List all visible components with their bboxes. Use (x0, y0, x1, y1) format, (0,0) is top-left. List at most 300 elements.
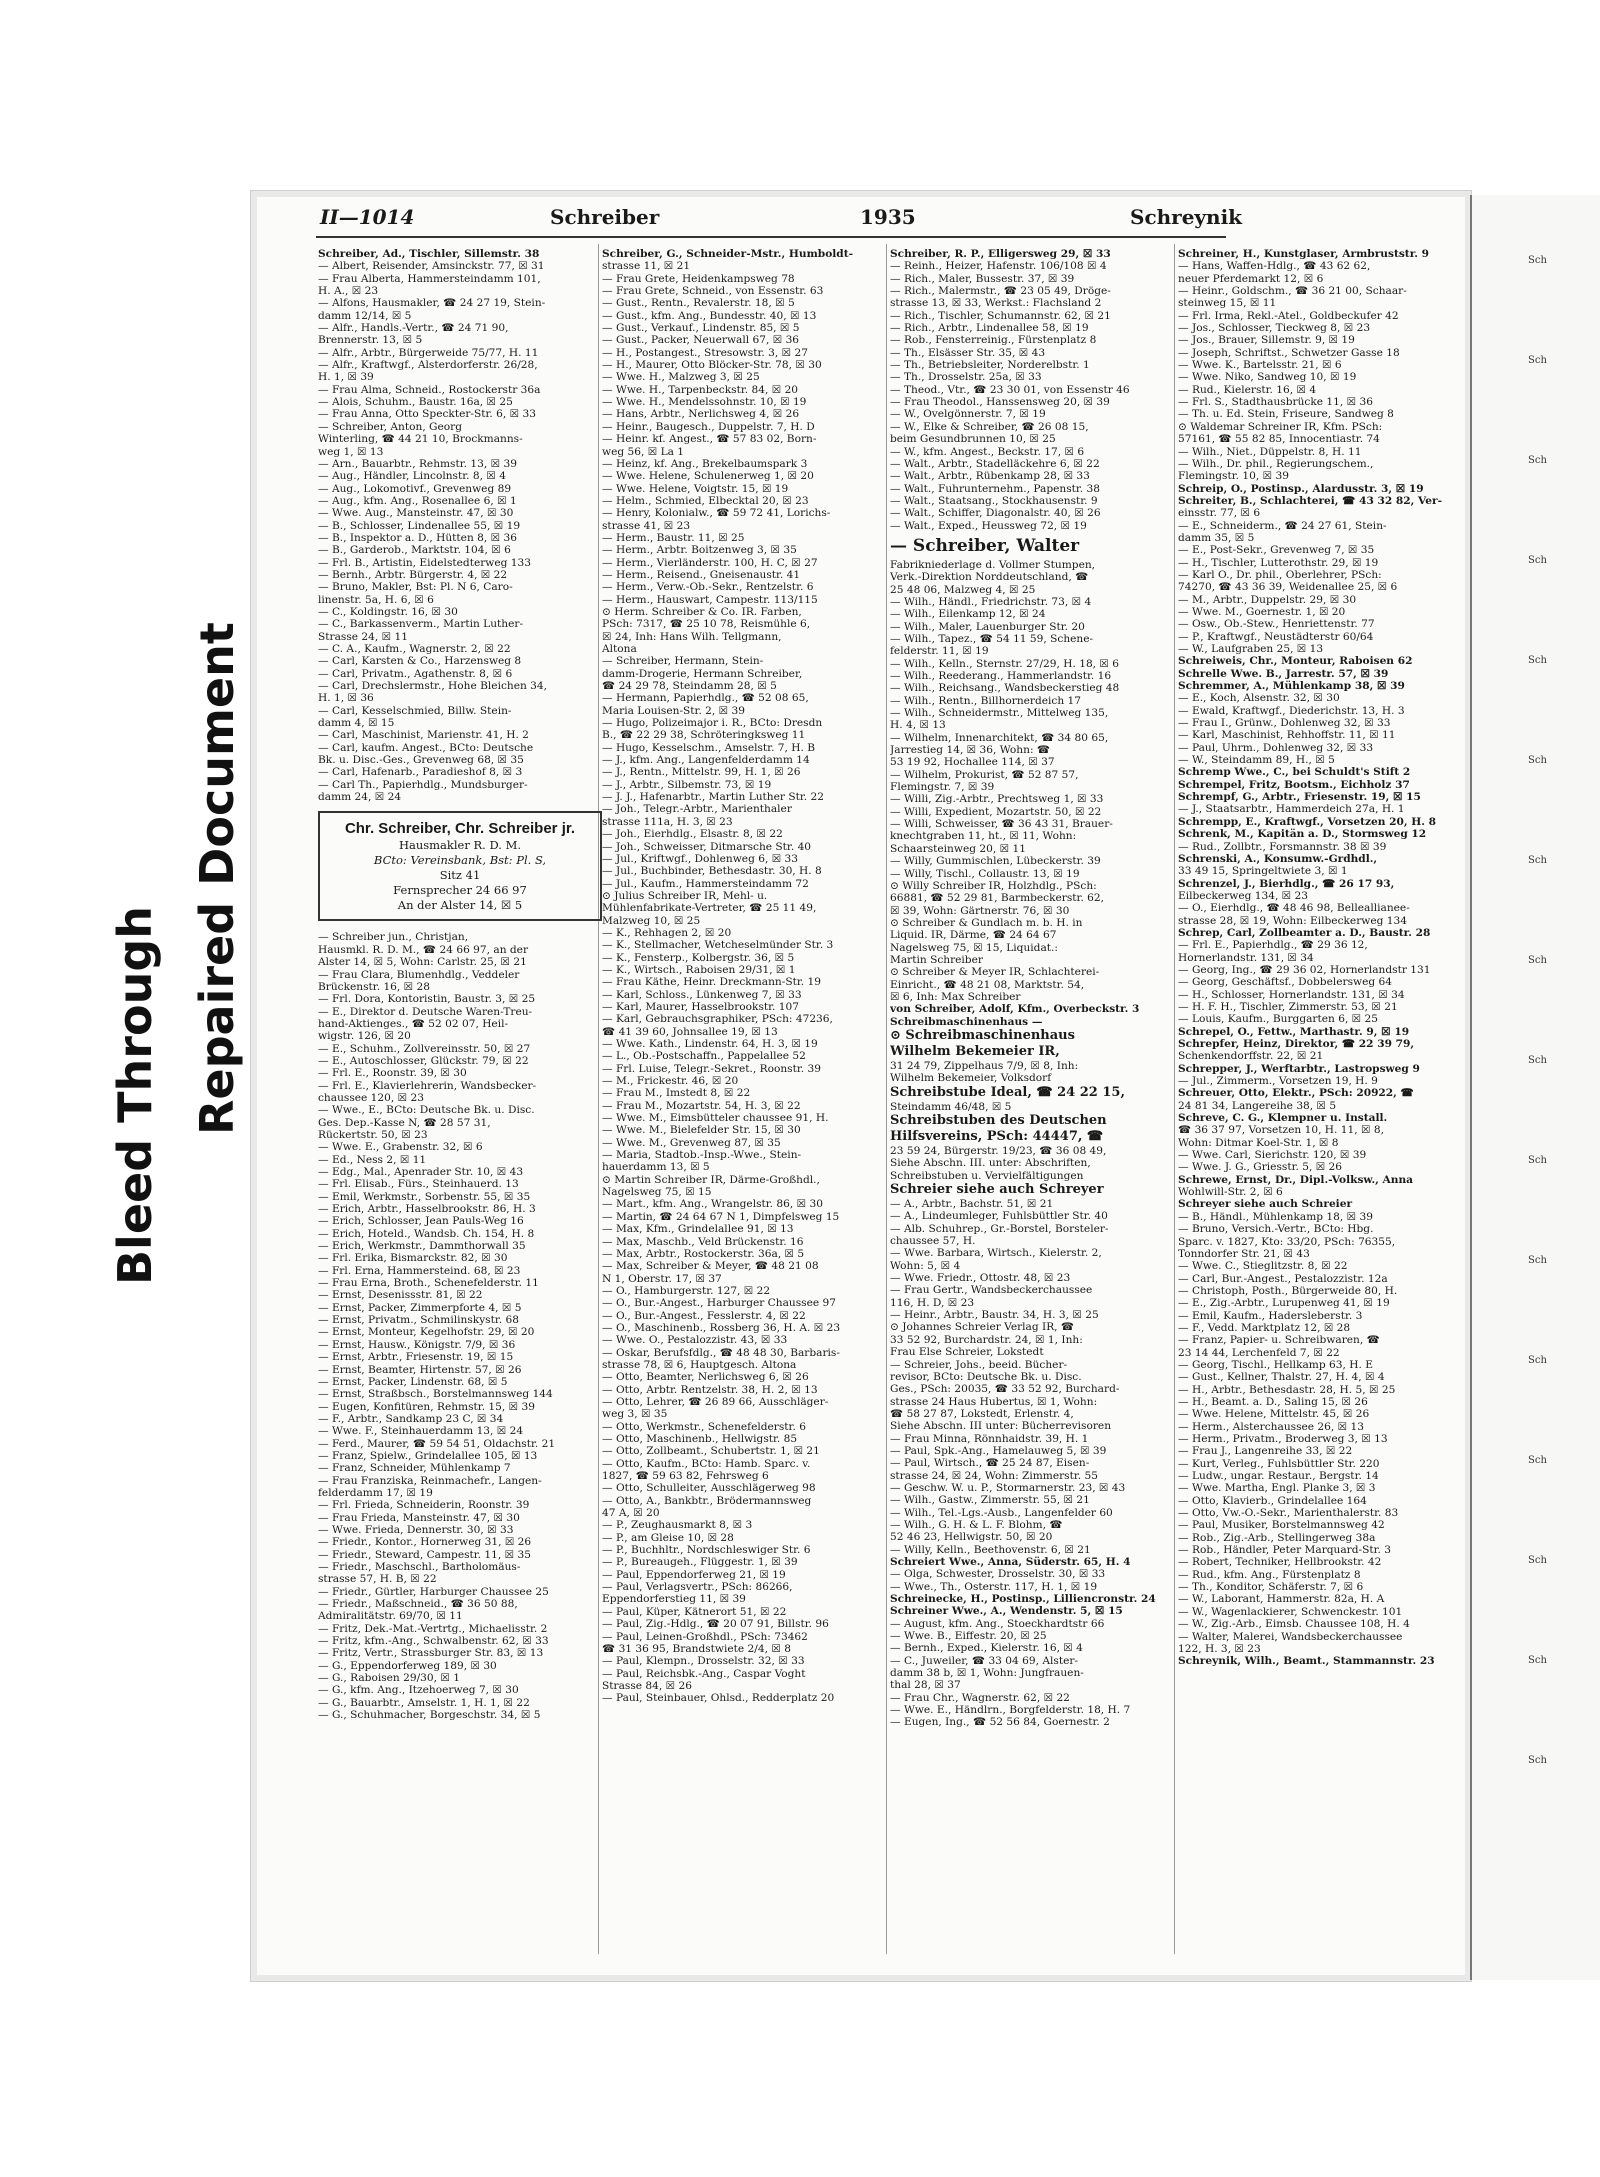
directory-entry: felderstr. 11, ☒ 19 (890, 645, 989, 658)
directory-entry: — A., Lindeumleger, Fuhlsbüttler Str. 40 (890, 1210, 1108, 1223)
directory-entry: ⊙ Schreiber & Gundlach m. b. H. in (890, 916, 1083, 929)
directory-entry: — Frau Anna, Otto Speckter-Str. 6, ☒ 33 (318, 408, 536, 421)
directory-entry: — Herm., Hauswart, Campestr. 113/115 (602, 593, 818, 606)
directory-entry: — H., Schlosser, Hornerlandstr. 131, ☒ 34 (1178, 988, 1405, 1001)
directory-entry: — Carl, Karsten & Co., Harzensweg 8 (318, 655, 522, 668)
directory-entry: — Carl Th., Papierhdlg., Mundsburger- (318, 778, 528, 791)
directory-entry: — Ernst, Straßbsch., Borstelmannsweg 144 (318, 1388, 553, 1401)
directory-entry: ⊙ Waldemar Schreiner IR, Kfm. PSch: (1178, 420, 1383, 433)
directory-entry: — Frl. Luise, Telegr.-Sekret., Roonstr. 39 (602, 1062, 821, 1075)
side-note-bleed-through: Bleed Through (108, 905, 162, 1285)
directory-entry: Ges. Dep.-Kasse N, ☎ 28 57 31, (318, 1116, 491, 1129)
advertisement-box (318, 811, 602, 921)
directory-entry: 74270, ☎ 43 36 39, Weidenallee 25, ☒ 6 (1178, 581, 1398, 594)
directory-entry: Frau Else Schreier, Lokstedt (890, 1346, 1044, 1359)
directory-entry: — Wwe. E., Händlrn., Borgfelderstr. 18, H. 7 (890, 1704, 1131, 1717)
directory-entry: — Frl. E., Roonstr. 39, ☒ 30 (318, 1067, 467, 1080)
directory-entry: Schenkendorffstr. 22, ☒ 21 (1178, 1050, 1324, 1063)
directory-entry: — M., Frickestr. 46, ☒ 20 (602, 1075, 739, 1088)
directory-entry: Nagelsweg 75, ☒ 15, Liquidat.: (890, 941, 1058, 954)
directory-entry: Brennerstr. 13, ☒ 5 (318, 334, 423, 347)
directory-entry: Rückertstr. 50, ☒ 23 (318, 1128, 428, 1141)
directory-entry: — Henry, Kolonialw., ☎ 59 72 41, Lorichs- (602, 507, 831, 520)
directory-entry: — Rich., Malermstr., ☎ 23 05 49, Dröge- (890, 285, 1111, 298)
directory-entry: — Otto, Kaufm., BCto: Hamb. Sparc. v. (602, 1457, 811, 1470)
directory-entry: — B., Inspektor a. D., Hütten 8, ☒ 36 (318, 531, 517, 544)
directory-entry: — Arn., Bauarbtr., Rehmstr. 13, ☒ 39 (318, 457, 517, 470)
directory-entry: Schreiweis, Chr., Monteur, Raboisen 62 (1178, 655, 1413, 668)
directory-entry: ☎ 24 29 78, Steindamm 28, ☒ 5 (602, 680, 777, 693)
directory-entry: — Wwe. M., Grevenweg 87, ☒ 35 (602, 1136, 781, 1149)
directory-entry: — Friedr., Maßschneid., ☎ 36 50 88, (318, 1598, 518, 1611)
header-year: 1935 (860, 205, 916, 229)
directory-entry: — Bernh., Exped., Kielerstr. 16, ☒ 4 (890, 1642, 1083, 1655)
directory-entry: strasse 41, ☒ 23 (602, 519, 691, 532)
directory-entry: — Gust., Rentn., Revalerstr. 18, ☒ 5 (602, 297, 795, 310)
directory-entry: Alster 14, ☒ 5, Wohn: Carlstr. 25, ☒ 21 (318, 956, 527, 969)
directory-entry: N 1, Oberstr. 17, ☒ 37 (602, 1272, 722, 1285)
directory-entry: Schreiber, Ad., Tischler, Sillemstr. 38 (318, 248, 540, 260)
directory-entry: — E., Post-Sekr., Grevenweg 7, ☒ 35 (1178, 544, 1375, 557)
directory-entry: ☎ 36 37 97, Vorsetzen 10, H. 11, ☒ 8, (1178, 1124, 1384, 1137)
directory-entry: — Aug., kfm. Ang., Rosenallee 6, ☒ 1 (318, 494, 517, 507)
directory-entry: — Alfons, Hausmakler, ☎ 24 27 19, Stein- (318, 297, 546, 310)
directory-entry: — Ludw., ungar. Restaur., Bergstr. 14 (1178, 1470, 1379, 1483)
directory-entry: — E., Schuhm., Zollvereinsstr. 50, ☒ 27 (318, 1042, 531, 1055)
directory-entry: Hilfsvereins, PSch: 44447, ☎ (890, 1129, 1104, 1144)
directory-entry: Schreiber, R. P., Elligersweg 29, ☒ 33 (890, 248, 1111, 260)
directory-entry: — Otto, Lehrer, ☎ 26 89 66, Ausschläger- (602, 1395, 829, 1408)
directory-entry: — Jul., Kriftwgf., Dohlenweg 6, ☒ 33 (602, 852, 799, 865)
directory-entry: — Frau Theodol., Hanssensweg 20, ☒ 39 (890, 396, 1110, 409)
directory-entry: — P., Kraftwgf., Neustädterstr 60/64 (1178, 630, 1374, 643)
directory-entry: — Walt., Schiffer, Diagonalstr. 40, ☒ 26 (890, 507, 1101, 520)
directory-entry: — Wwe. O., Pestalozzistr. 43, ☒ 33 (602, 1334, 788, 1347)
directory-entry: Schrenski, A., Konsumw.-Grdhdl., (1178, 852, 1378, 865)
directory-column-1 (318, 248, 608, 1721)
directory-entry: — Frau Clara, Blumenhdlg., Veddeler (318, 968, 520, 981)
directory-entry: — Paul, Steinbauer, Ohlsd., Redderplatz 20 (602, 1692, 835, 1705)
directory-entry: — Bruno, Makler, Bst: Pl. N 6, Caro- (318, 581, 513, 594)
directory-entry: ☎ 31 36 95, Brandstwiete 2/4, ☒ 8 (602, 1642, 791, 1655)
directory-entry: Hausmkl. R. D. M., ☎ 24 66 97, an der (318, 943, 529, 956)
directory-entry: — Wwe. H., Malzweg 3, ☒ 25 (602, 371, 760, 384)
directory-entry: damm 38 b, ☒ 1, Wohn: Jungfrauen- (890, 1667, 1084, 1680)
directory-entry: — Wilhelm, Innenarchitekt, ☎ 34 80 65, (890, 731, 1109, 744)
directory-entry: — Friedr., Maschschl., Bartholomäus- (318, 1561, 521, 1573)
directory-entry: — H., Maurer, Otto Blöcker-Str. 78, ☒ 30 (602, 359, 822, 372)
directory-entry: — Willi, Expedient, Mozartstr. 50, ☒ 22 (890, 805, 1102, 818)
directory-entry: Brückenstr. 16, ☒ 28 (318, 980, 431, 993)
directory-entry: Sparc. v. 1827, Kto: 33/20, PSch: 76355, (1178, 1235, 1396, 1248)
directory-entry: Schreyer siehe auch Schreier (1178, 1198, 1353, 1211)
directory-entry: — Hugo, Kesselschm., Amselstr. 7, H. B (602, 741, 816, 754)
directory-entry: — Hermann, Papierhdlg., ☎ 52 08 65, (602, 692, 809, 705)
directory-entry: — Rob., Zig.-Arb., Stellingerweg 38a (1178, 1531, 1376, 1544)
directory-entry: — Wilh., Tapez., ☎ 54 11 59, Schene- (890, 632, 1094, 645)
directory-entry: Schreibmaschinenhaus — (890, 1015, 1043, 1028)
directory-entry: — Frau Grete, Heidenkampsweg 78 (602, 272, 795, 285)
directory-entry: — B., Händl., Mühlenkamp 18, ☒ 39 (1178, 1210, 1373, 1223)
directory-entry: — Frau Alma, Schneid., Rostockerstr 36a (318, 383, 541, 396)
directory-entry: — Alfr., Kraftwgf., Alsterdorferstr. 26/28, (318, 359, 538, 372)
directory-entry: Admiralitätstr. 69/70, ☒ 11 (318, 1610, 463, 1623)
directory-entry: — Paul, Spk.-Ang., Hamelauweg 5, ☒ 39 (890, 1444, 1107, 1457)
directory-entry: — Paul, Zig.-Hdlg., ☎ 20 07 91, Billstr. 96 (602, 1618, 829, 1631)
directory-entry: — Reinh., Heizer, Hafenstr. 106/108 ☒ 4 (890, 260, 1107, 273)
directory-entry: — K., Fensterp., Kolbergstr. 36, ☒ 5 (602, 951, 795, 964)
directory-entry: — Schreiber, Hermann, Stein- (602, 655, 764, 668)
directory-entry: — Wilh., Niet., Düppelstr. 8, H. 11 (1178, 445, 1362, 458)
directory-entry: — Karl, Schloss., Lünkenweg 7, ☒ 33 (602, 988, 802, 1001)
directory-entry: — Wwe. M., Eimsbütteler chaussee 91, H. (602, 1112, 829, 1125)
directory-entry: — Wilh., Reederang., Hammerlandstr. 16 (890, 670, 1112, 682)
directory-entry: H. 4, ☒ 13 (890, 719, 946, 732)
directory-entry: Mühlenfabrikate-Vertreter, ☎ 25 11 49, (602, 902, 817, 915)
directory-entry: — Oskar, Berufsfdlg., ☎ 48 48 30, Barbaris- (602, 1346, 840, 1359)
directory-entry: Schrempf, G., Arbtr., Friesenstr. 19, ☒ 15 (1178, 791, 1421, 804)
directory-entry: neuer Pferdemarkt 12, ☒ 6 (1178, 272, 1324, 285)
edge-word: Sch (1528, 355, 1547, 366)
directory-entry: — O., Eierhdlg., ☎ 48 46 98, Belleallianee- (1178, 902, 1410, 915)
directory-entry: — Edg., Mal., Apenrader Str. 10, ☒ 43 (318, 1166, 524, 1178)
directory-entry: Strasse 24, ☒ 11 (318, 630, 408, 643)
directory-entry: Schrepper, J., Werftarbtr., Lastropsweg 9 (1178, 1062, 1420, 1075)
directory-entry: ☎ 41 39 60, Johnsallee 19, ☒ 13 (602, 1025, 778, 1038)
directory-entry: — Frl. Frieda, Schneiderin, Roonstr. 39 (318, 1499, 530, 1512)
directory-entry: — Wilh., Reichsang., Wandsbeckerstieg 48 (890, 682, 1120, 695)
directory-entry: — J., Arbtr., Silbemstr. 73, ☒ 19 (602, 778, 772, 791)
directory-entry: — Otto, Maschinenb., Hellwigstr. 85 (602, 1433, 798, 1445)
directory-entry: — K., Rehhagen 2, ☒ 20 (602, 926, 732, 939)
directory-entry: — Joh., Telegr.-Arbtr., Marienthaler (602, 803, 792, 816)
directory-entry: — P., Bureaugeh., Flüggestr. 1, ☒ 39 (602, 1556, 798, 1569)
directory-entry: — Rud., Kielerstr. 16, ☒ 4 (1178, 383, 1317, 396)
directory-entry: damm 12/14, ☒ 5 (318, 309, 412, 322)
directory-entry: — C., Barkassenverm., Martin Luther- (318, 618, 524, 631)
directory-entry: — O., Bur.-Angest., Harburger Chaussee 97 (602, 1297, 836, 1310)
directory-entry: — Heinr., Goldschm., ☎ 36 21 00, Schaar- (1178, 285, 1407, 298)
header-left-word: Schreiber (550, 205, 660, 229)
directory-entry: — W., Laborant, Hammerstr. 82a, H. A (1178, 1593, 1385, 1606)
directory-entry: — Paul, Verlagsvertr., PSch: 86266, (602, 1581, 793, 1594)
directory-entry: — E., Schneiderm., ☎ 24 27 61, Stein- (1178, 519, 1387, 532)
directory-entry: Wilhelm Bekemeier, Volksdorf (890, 1072, 1052, 1085)
directory-entry: — Max, Arbtr., Rostockerstr. 36a, ☒ 5 (602, 1247, 805, 1260)
directory-entry: Wilhelm Bekemeier IR, (890, 1043, 1060, 1059)
directory-entry: — W., kfm. Angest., Beckstr. 17, ☒ 6 (890, 445, 1085, 458)
directory-entry: — Wwe. Kath., Lindenstr. 64, H. 3, ☒ 19 (602, 1038, 818, 1050)
directory-entry: — Karl, Gebrauchsgraphiker, PSch: 47236, (602, 1013, 833, 1026)
directory-entry: Schremp Wwe., C., bei Schuldt's Stift 2 (1178, 766, 1411, 779)
directory-entry: Siehe Abschn. III. unter: Abschriften, (890, 1157, 1091, 1170)
directory-entry: — Frau Minna, Rönnhaidstr. 39, H. 1 (890, 1432, 1089, 1445)
directory-entry: Wohn: Ditmar Koel-Str. 1, ☒ 8 (1178, 1136, 1339, 1149)
directory-entry: — G., Eppendorferweg 189, ☒ 30 (318, 1659, 497, 1672)
directory-entry: — Wwe. M., Bielefelder Str. 15, ☒ 30 (602, 1124, 801, 1137)
directory-entry: H. 1, ☒ 39 (318, 371, 374, 384)
directory-entry: Eilbeckerweg 134, ☒ 23 (1178, 889, 1309, 902)
edge-word: Sch (1528, 555, 1547, 566)
directory-entry: — Martin, ☎ 24 64 67 N 1, Dimpfelsweg 15 (602, 1210, 840, 1223)
directory-entry: — Otto, Zollbeamt., Schubertstr. 1, ☒ 21 (602, 1445, 820, 1458)
ad-line2: BCto: Vereinsbank, Bst: Pl. S, (373, 853, 547, 868)
directory-entry: Flemingstr. 10, ☒ 39 (1178, 470, 1289, 483)
directory-entry: Schreynik, Wilh., Beamt., Stammannstr. 23 (1178, 1655, 1435, 1668)
directory-entry: — Gust., Verkauf., Lindenstr. 85, ☒ 5 (602, 322, 800, 335)
directory-entry: Schrepel, O., Fettw., Marthastr. 9, ☒ 19 (1178, 1025, 1410, 1038)
directory-entry: Schrempel, Fritz, Bootsm., Eichholz 37 (1178, 778, 1410, 791)
edge-word: Sch (1528, 1155, 1547, 1166)
directory-entry: — Wwe. H., Tarpenbeckstr. 84, ☒ 20 (602, 383, 799, 396)
directory-entry: — Jul., Buchbinder, Bethesdastr. 30, H. 8 (602, 865, 822, 878)
directory-entry: — Willy, Kelln., Beethovenstr. 6, ☒ 21 (890, 1543, 1091, 1556)
directory-entry: — Frau Gertr., Wandsbeckerchaussee (890, 1284, 1093, 1297)
directory-entry: 23 14 44, Lerchenfeld 7, ☒ 22 (1178, 1346, 1340, 1359)
directory-entry: Schreiner Wwe., A., Wendenstr. 5, ☒ 15 (890, 1605, 1123, 1618)
ad-line4: Fernsprecher 24 66 97 (393, 883, 527, 898)
directory-entry: — A., Arbtr., Bachstr. 51, ☒ 21 (890, 1198, 1054, 1211)
directory-entry: — M., Arbtr., Duppelstr. 29, ☒ 30 (1178, 593, 1357, 606)
directory-entry: — Frau Erna, Broth., Schenefelderstr. 11 (318, 1277, 539, 1290)
directory-entry: Steindamm 46/48, ☒ 5 (890, 1100, 1012, 1113)
directory-entry: — Th., Konditor, Schäferstr. 7, ☒ 6 (1178, 1581, 1364, 1594)
directory-entry: — Frau I., Grünw., Dohlenweg 32, ☒ 33 (1178, 717, 1391, 730)
directory-entry: — Geschw. W. u. P., Stormarnerstr. 23, ☒ 43 (890, 1481, 1126, 1494)
directory-entry: — Joseph, Schriftst., Schwetzer Gasse 18 (1178, 346, 1400, 359)
directory-entry: — Wwe. Frieda, Dennerstr. 30, ☒ 33 (318, 1523, 514, 1536)
directory-entry: — F., Vedd. Marktplatz 12, ☒ 28 (1178, 1321, 1351, 1334)
directory-entry: Hornerlandstr. 131, ☒ 34 (1178, 951, 1314, 964)
directory-entry: ☒ 6, Inh: Max Schreiber (890, 990, 1021, 1003)
directory-entry: — Frau M., Imstedt 8, ☒ 22 (602, 1087, 751, 1100)
directory-entry: Schreuer, Otto, Elektr., PSch: 20922, ☎ (1178, 1087, 1414, 1100)
directory-entry: — Wwe. M., Goernestr. 1, ☒ 20 (1178, 605, 1346, 618)
directory-entry: 24 81 34, Langereihe 38, ☒ 5 (1178, 1099, 1337, 1112)
directory-entry: — Max, Kfm., Grindelallee 91, ☒ 13 (602, 1223, 794, 1236)
directory-entry: Schreibstuben des Deutschen (890, 1113, 1107, 1128)
directory-entry: — Bruno, Versich.-Vertr., BCto: Hbg. (1178, 1223, 1374, 1236)
directory-entry: — Herm., Baustr. 11, ☒ 25 (602, 531, 745, 544)
directory-entry: — W., Elke & Schreiber, ☎ 26 08 15, (890, 420, 1089, 433)
directory-entry: — Alfr., Handls.-Vertr., ☎ 24 71 90, (318, 322, 509, 335)
directory-entry: — Frl. B., Artistin, Eidelstedterweg 133 (318, 556, 531, 569)
directory-entry: — Wwe. B., Eiffestr. 20, ☒ 25 (890, 1630, 1047, 1643)
directory-entry: — Erich, Arbtr., Hasselbrookstr. 86, H. 3 (318, 1203, 536, 1216)
directory-entry: Liquid. IR, Därme, ☎ 24 64 67 (890, 929, 1057, 942)
directory-entry: — Ed., Ness 2, ☒ 11 (318, 1153, 427, 1166)
directory-entry: Schreier siehe auch Schreyer (890, 1182, 1104, 1198)
directory-entry: — Erich, Hoteld., Wandsb. Ch. 154, H. 8 (318, 1227, 535, 1240)
directory-entry: — Erich, Schlosser, Jean Pauls-Weg 16 (318, 1215, 524, 1228)
directory-entry: — J., Staatsarbtr., Hammerdeich 27a, H. 1 (1178, 803, 1405, 816)
directory-entry: strasse 111a, H. 3, ☒ 23 (602, 815, 733, 828)
directory-entry: strasse 57, H. B, ☒ 22 (318, 1573, 437, 1586)
directory-entry: — Alfr., Arbtr., Bürgerweide 75/77, H. 11 (318, 346, 539, 359)
directory-entry: — Ernst, Packer, Zimmerpforte 4, ☒ 5 (318, 1301, 522, 1314)
directory-entry: — Georg, Geschäftsf., Dobbelersweg 64 (1178, 976, 1392, 989)
directory-entry: — Carl, Kesselschmied, Billw. Stein- (318, 704, 512, 717)
directory-entry: beim Gesundbrunnen 10, ☒ 25 (890, 433, 1056, 446)
directory-entry: — Walt., Staatsang., Stockhausenstr. 9 (890, 494, 1098, 507)
directory-entry: — Gust., Kellner, Thalstr. 27, H. 4, ☒ 4 (1178, 1371, 1385, 1384)
directory-entry: — Frau J., Langenreihe 33, ☒ 22 (1178, 1445, 1353, 1458)
directory-entry: — Wwe. Niko, Sandweg 10, ☒ 19 (1178, 371, 1357, 384)
directory-entry: — Helm., Schmied, Elbecktal 20, ☒ 23 (602, 494, 809, 507)
directory-entry: Schremmer, A., Mühlenkamp 38, ☒ 39 (1178, 680, 1405, 693)
directory-entry: — Frau Grete, Schneid., von Essenstr. 63 (602, 285, 824, 298)
directory-entry: — Aug., Lokomotivf., Grevenweg 89 (318, 482, 512, 495)
directory-entry: — Max, Schreiber & Meyer, ☎ 48 21 08 (602, 1260, 819, 1273)
directory-entry: — Theod., Vtr., ☎ 23 30 01, von Essenstr 46 (890, 383, 1130, 396)
directory-entry: — Herm., Alsterchaussee 26, ☒ 13 (1178, 1420, 1364, 1433)
directory-entry: — Frau Franziska, Reinmachefr., Langen- (318, 1474, 542, 1487)
directory-entry: — Willy, Gummischlen, Lübeckerstr. 39 (890, 855, 1101, 868)
directory-entry: — Frl. E., Papierhdlg., ☎ 29 36 12, (1178, 939, 1368, 952)
directory-entry: wigstr. 126, ☒ 20 (318, 1030, 411, 1043)
directory-entry: Schrempp, E., Kraftwgf., Vorsetzen 20, H. 8 (1178, 815, 1437, 828)
directory-entry: — Franz, Schneider, Mühlenkamp 7 (318, 1462, 511, 1475)
directory-entry: — Bernh., Arbtr. Bürgerstr. 4, ☒ 22 (318, 568, 508, 581)
directory-entry: — O., Maschinenb., Rossberg 36, H. A. ☒ 23 (602, 1321, 841, 1334)
directory-entry: — Willi, Schweisser, ☎ 36 43 31, Brauer- (890, 818, 1113, 831)
directory-entry: Schrelle Wwe. B., Jarrestr. 57, ☒ 39 (1178, 667, 1389, 680)
directory-entry: chaussee 57, H. (890, 1235, 976, 1248)
directory-entry: 33 52 92, Burchardstr. 24, ☒ 1, Inh: (890, 1333, 1083, 1346)
directory-entry: Schreibstube Ideal, ☎ 24 22 15, (890, 1084, 1125, 1100)
directory-entry: — Max, Maschb., Veld Brückenstr. 16 (602, 1235, 804, 1248)
side-note-repaired-document: Repaired Document (190, 622, 244, 1135)
edge-word: Sch (1528, 255, 1547, 266)
ad-title: Chr. Schreiber, Chr. Schreiber jr. (344, 820, 576, 838)
directory-entry: — Christoph, Posth., Bürgerweide 80, H. (1178, 1284, 1398, 1297)
directory-entry: — Ewald, Kraftwgf., Diederichstr. 13, H. 3 (1178, 704, 1405, 717)
directory-entry: Schrenzel, J., Bierhdlg., ☎ 26 17 93, (1178, 877, 1395, 890)
directory-entry: — Paul, Eppendorferweg 21, ☒ 19 (602, 1568, 786, 1581)
directory-entry: 1827, ☎ 59 63 82, Fehrsweg 6 (602, 1470, 769, 1483)
directory-entry: — Frl. S., Stadthausbrücke 11, ☒ 36 (1178, 396, 1373, 409)
directory-entry: steinweg 15, ☒ 11 (1178, 297, 1277, 310)
directory-column-4 (1178, 248, 1466, 1668)
directory-entry: — Ernst, Desenissstr. 81, ☒ 22 (318, 1289, 483, 1302)
directory-entry: — Walter, Malerei, Wandsbeckerchaussee (1178, 1630, 1403, 1643)
directory-entry: — J. J., Hafenarbtr., Martin Luther Str. 22 (602, 791, 824, 804)
directory-entry: — Frau Alberta, Hammersteindamm 101, (318, 272, 541, 285)
directory-entry: — Th., Drosselstr. 25a, ☒ 33 (890, 371, 1042, 384)
directory-entry: 57161, ☎ 55 82 85, Innocentiastr. 74 (1178, 433, 1380, 446)
directory-entry: — G., Raboisen 29/30, ☒ 1 (318, 1672, 460, 1685)
directory-entry: weg 56, ☒ La 1 (602, 445, 685, 458)
directory-entry: — Walt., Arbtr., Stadelläckehre 6, ☒ 22 (890, 457, 1100, 470)
directory-entry: — Wilh., Rentn., Billhornerdeich 17 (890, 694, 1082, 707)
directory-entry: 23 59 24, Bürgerstr. 19/23, ☎ 36 08 49, (890, 1145, 1107, 1157)
directory-entry: — Otto, Klavierb., Grindelallee 164 (1178, 1494, 1367, 1507)
directory-entry: weg 3, ☒ 35 (602, 1408, 668, 1421)
directory-entry: — Jos., Schlosser, Tieckweg 8, ☒ 23 (1178, 322, 1371, 335)
directory-entry: revisor, BCto: Deutsche Bk. u. Disc. (890, 1370, 1082, 1383)
edge-word: Sch (1528, 1055, 1547, 1066)
directory-entry: 122, H. 3, ☒ 23 (1178, 1642, 1261, 1655)
directory-entry: — Paul, Küper, Kätnerort 51, ☒ 22 (602, 1605, 787, 1618)
directory-entry: strasse 24 Haus Hubertus, ☒ 1, Wohn: (890, 1395, 1098, 1408)
directory-entry: Flemingstr. 7, ☒ 39 (890, 781, 995, 794)
directory-entry: — Carl, Privatm., Agathenstr. 8, ☒ 6 (318, 667, 513, 680)
directory-entry: Maria Louisen-Str. 2, ☒ 39 (602, 704, 745, 717)
directory-entry: — Friedr., Gürtler, Harburger Chaussee 25 (318, 1585, 549, 1598)
directory-entry: felderdamm 17, ☒ 19 (318, 1486, 433, 1499)
directory-entry: ⊙ Willy Schreiber IR, Holzhdlg., PSch: (890, 879, 1097, 892)
directory-entry: — Kurt, Verleg., Fuhlsbüttler Str. 220 (1178, 1457, 1380, 1470)
directory-entry: Schreiter, B., Schlachterei, ☎ 43 32 82, Ver- (1178, 494, 1443, 507)
directory-entry: — Georg, Tischl., Hellkamp 63, H. E (1178, 1358, 1373, 1371)
directory-entry: — Heinz, kf. Ang., Brekelbaumspark 3 (602, 457, 808, 470)
directory-entry: — Carl, Bur.-Angest., Pestalozzistr. 12a (1178, 1272, 1388, 1285)
directory-entry: — Hans, Waffen-Hdlg., ☎ 43 62 62, (1178, 260, 1371, 273)
directory-entry: — H. F. H., Tischler, Zimmerstr. 53, ☒ 21 (1178, 1000, 1398, 1013)
directory-entry: — Ernst, Monteur, Kegelhofstr. 29, ☒ 20 (318, 1326, 535, 1339)
directory-entry: Schrepfer, Heinz, Direktor, ☎ 22 39 79, (1178, 1038, 1415, 1050)
directory-entry: — C. A., Kaufm., Wagnerstr. 2, ☒ 22 (318, 643, 511, 655)
directory-entry: — Mart., kfm. Ang., Wrangelstr. 86, ☒ 30 (602, 1198, 823, 1211)
edge-word: Sch (1528, 1355, 1547, 1366)
directory-entry: — Herm., Reisend., Gneisenaustr. 41 (602, 568, 801, 581)
directory-entry: — Frl. Erika, Bismarckstr. 82, ☒ 30 (318, 1252, 508, 1265)
directory-entry: — G., kfm. Ang., Itzehoerweg 7, ☒ 30 (318, 1684, 519, 1697)
directory-entry: — Erich, Werkmstr., Dammthorwall 35 (318, 1240, 526, 1253)
directory-entry: — Albert, Reisender, Amsinckstr. 77, ☒ 31 (318, 260, 545, 273)
directory-entry: — Hugo, Polizeimajor i. R., BCto: Dresdn (602, 717, 823, 730)
directory-entry: — Rob., Fensterreinig., Fürstenplatz 8 (890, 334, 1097, 347)
directory-entry: ☒ 39, Wohn: Gärtnerstr. 76, ☒ 30 (890, 904, 1070, 917)
directory-entry: Schaarsteinweg 20, ☒ 11 (890, 842, 1026, 855)
edge-word: Sch (1528, 1455, 1547, 1466)
directory-entry: — Eugen, Konfitüren, Rehmstr. 15, ☒ 39 (318, 1400, 535, 1413)
directory-entry: — E., Zig.-Arbtr., Lurupenweg 41, ☒ 19 (1178, 1297, 1390, 1310)
directory-entry: — Wwe. K., Bartelsstr. 21, ☒ 6 (1178, 359, 1342, 372)
directory-entry: Fabrikniederlage d. Vollmer Stumpen, (890, 558, 1096, 571)
directory-entry: weg 1, ☒ 13 (318, 445, 384, 458)
directory-entry: — Wilh., Tel.-Lgs.-Ausb., Langenfelder 60 (890, 1506, 1113, 1519)
directory-entry: — Schreier, Johs., beeid. Bücher- (890, 1358, 1068, 1371)
directory-entry: — Heinr. kf. Angest., ☎ 57 83 02, Born- (602, 433, 817, 446)
directory-entry: Bk. u. Disc.-Ges., Grevenweg 68, ☒ 35 (318, 754, 524, 767)
directory-entry: ⊙ Martin Schreiber IR, Därme-Großhdl., (602, 1173, 820, 1186)
directory-entry: — Gust., Packer, Neuerwall 67, ☒ 36 (602, 334, 800, 347)
directory-entry: 53 19 92, Hochallee 114, ☒ 37 (890, 756, 1055, 769)
directory-entry: Wohlwill-Str. 2, ☒ 6 (1178, 1186, 1283, 1199)
directory-entry: — C., Koldingstr. 16, ☒ 30 (318, 605, 458, 618)
directory-entry: — Ernst, Beamter, Hirtenstr. 57, ☒ 26 (318, 1363, 522, 1376)
directory-entry: — Th., Elsässer Str. 35, ☒ 43 (890, 346, 1046, 359)
directory-column-2 (602, 248, 892, 1705)
directory-entry: — Frau M., Mozartstr. 54, H. 3, ☒ 22 (602, 1099, 801, 1112)
directory-entry: H. A., ☒ 23 (318, 285, 379, 298)
directory-entry: — Ernst, Privatm., Schmilinskystr. 68 (318, 1314, 519, 1327)
directory-entry: Einricht., ☎ 48 21 08, Marktstr. 54, (890, 978, 1085, 991)
directory-entry: — Wilh., Gastw., Zimmerstr. 55, ☒ 21 (890, 1494, 1090, 1507)
directory-entry: — Schreiber, Anton, Georg (318, 420, 463, 433)
directory-entry: — Fritz, Vertr., Strassburger Str. 83, ☒ 13 (318, 1647, 544, 1660)
directory-entry: — Rob., Händler, Peter Marquard-Str. 3 (1178, 1544, 1391, 1557)
directory-entry: H. 1, ☒ 36 (318, 692, 374, 705)
directory-entry: — Wwe. J. G., Griesstr. 5, ☒ 26 (1178, 1161, 1343, 1174)
directory-entry: — Otto, Beamter, Nerlichsweg 6, ☒ 26 (602, 1371, 809, 1384)
directory-entry: — Wwe., E., BCto: Deutsche Bk. u. Disc. (318, 1104, 535, 1117)
directory-entry: 31 24 79, Zippelhaus 7/9, ☒ 8, Inh: (890, 1059, 1079, 1072)
directory-entry: — Friedr., Kontor., Hornerweg 31, ☒ 26 (318, 1536, 532, 1549)
directory-entry: — O., Hamburgerstr. 127, ☒ 22 (602, 1284, 771, 1297)
directory-entry: — Schreiber, Walter (890, 535, 1080, 556)
